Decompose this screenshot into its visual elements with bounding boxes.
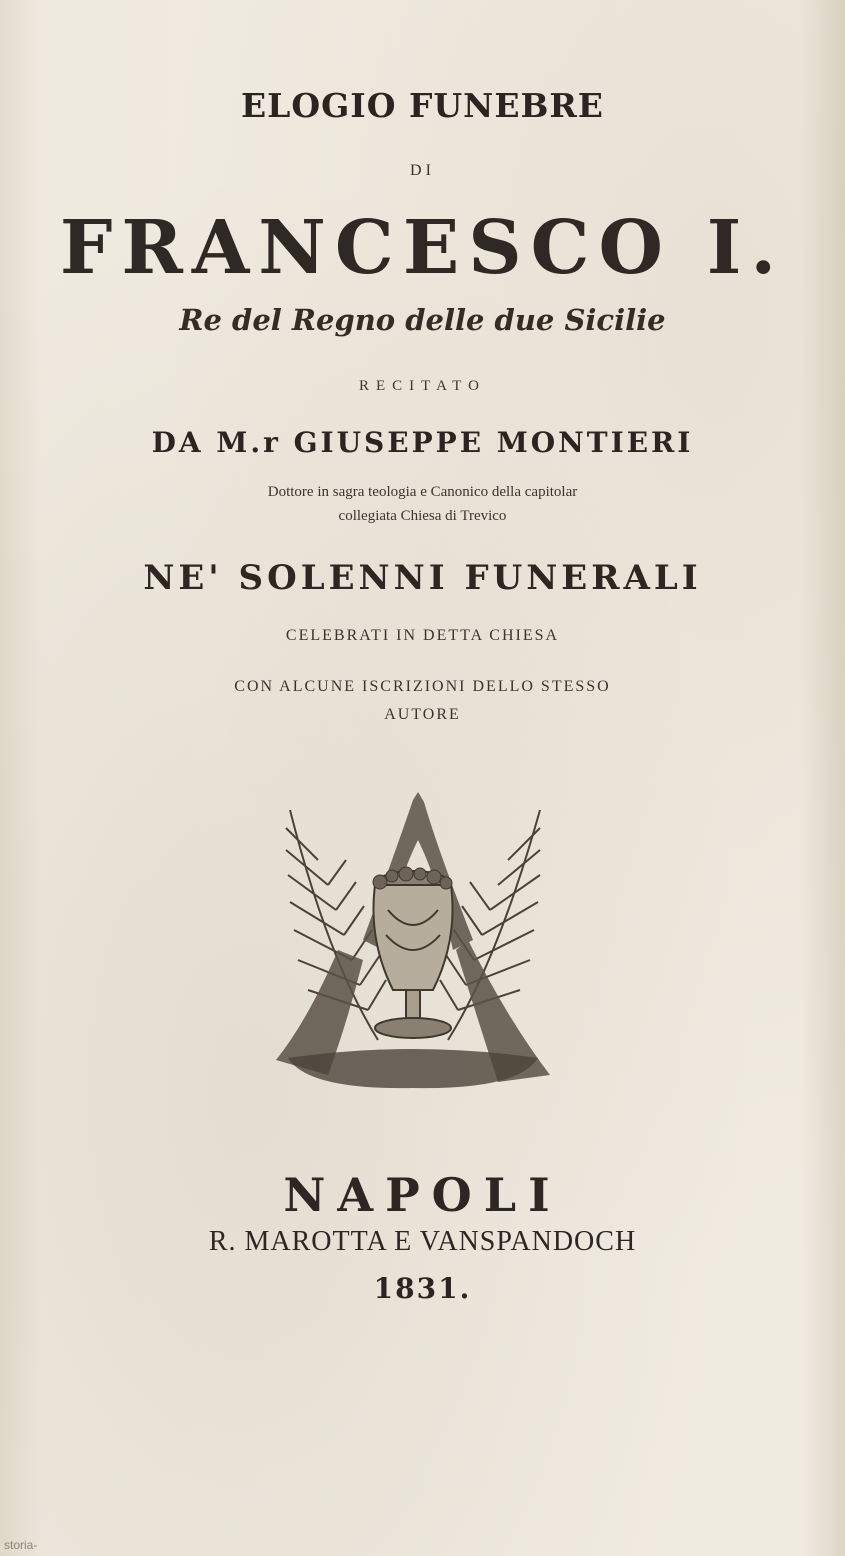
imprint-publisher: R. MAROTTA E VANSPANDOCH bbox=[208, 1226, 637, 1257]
occasion-line: NE' SOLENNI FUNERALI bbox=[143, 558, 702, 598]
inscriptions-line-1: CON ALCUNE ISCRIZIONI DELLO STESSO bbox=[234, 678, 611, 695]
imprint-city: NAPOLI bbox=[283, 1168, 562, 1222]
di-line: DI bbox=[410, 162, 435, 179]
inscriptions-line-2: AUTORE bbox=[384, 706, 461, 723]
author-description-line-1: Dottore in sagra teologia e Canonico della capitolar bbox=[267, 484, 578, 500]
heading: ELOGIO FUNEBRE bbox=[241, 86, 604, 125]
celebrated-line: CELEBRATI IN DETTA CHIESA bbox=[285, 627, 560, 644]
recitato-line: RECITATO bbox=[358, 378, 487, 394]
subject-name: FRANCESCO I. bbox=[59, 205, 786, 291]
author-line: DA M.r GIUSEPPE MONTIERI bbox=[151, 426, 694, 459]
author-description-line-2: collegiata Chiesa di Trevico bbox=[338, 508, 507, 524]
imprint-year: 1831. bbox=[373, 1272, 472, 1305]
watermark-text: storia- bbox=[4, 1538, 38, 1552]
urn bbox=[373, 871, 452, 1038]
subject-title: Re del Regno delle due Sicilie bbox=[179, 303, 666, 337]
ground bbox=[288, 1049, 538, 1088]
funerary-urn-icon bbox=[268, 790, 558, 1100]
